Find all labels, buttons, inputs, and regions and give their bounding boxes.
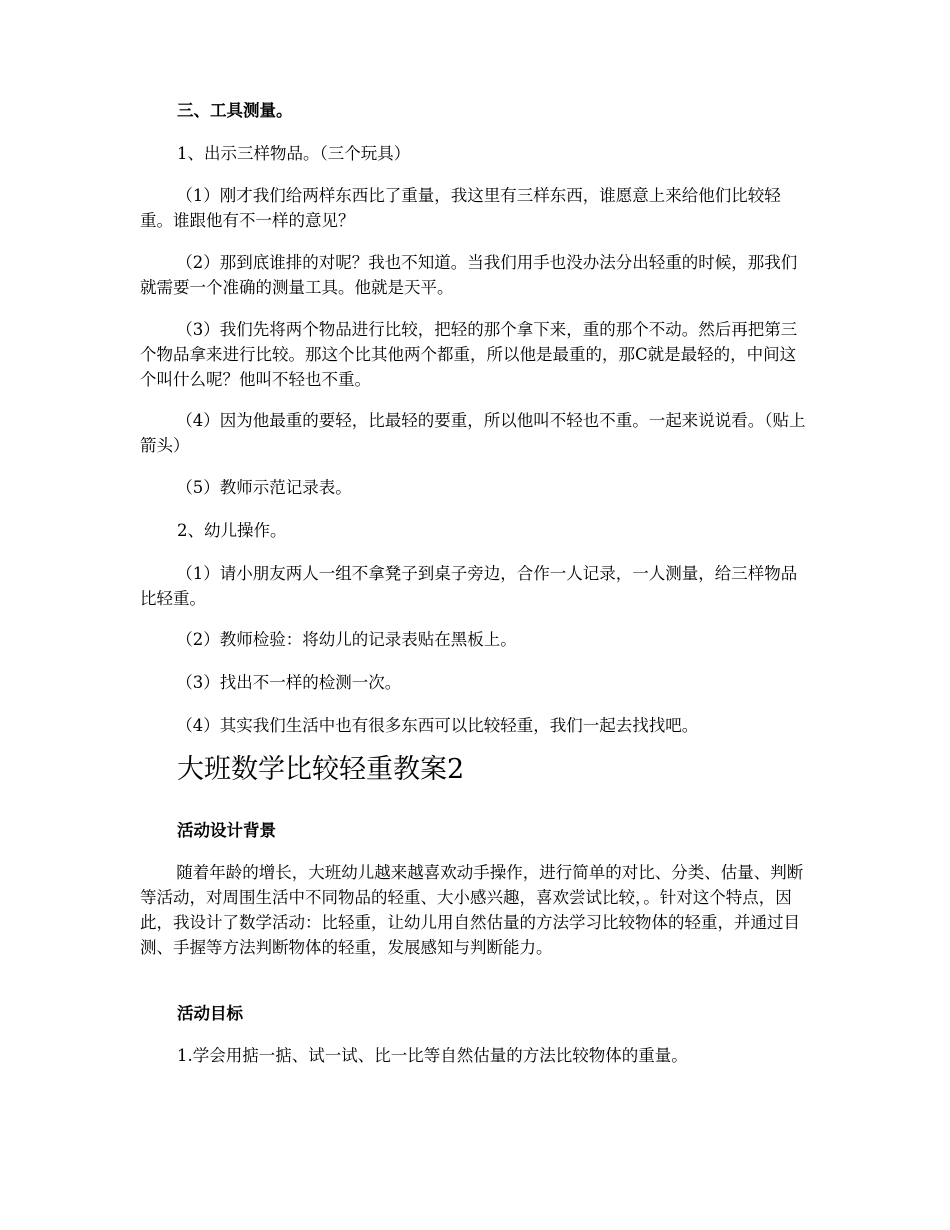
goals-heading: 活动目标 (177, 1004, 243, 1023)
step1-item-1: （1）刚才我们给两样东西比了重量，我这里有三样东西，谁愿意上来给他们比较轻重。谁跟他有不一样的意见？ (140, 186, 781, 230)
background-paragraph: 随着年龄的增长，大班幼儿越来越喜欢动手操作，进行简单的对比、分类、估量、判断等活动，对周围生活中不同物品的轻重、大小感兴趣，喜欢尝试比较，。针对这个特点，因此，我设计了数学活动：比轻重，让幼儿用自然估量的方法学习比较物体的轻重，并通过目测、手握等方法判断物体的轻重，发展感知与判断能力。 (140, 863, 804, 957)
step2-item-2: （2）教师检验：将幼儿的记录表贴在黑板上。 (176, 630, 517, 649)
goal-item-1: 1.学会用掂一掂、试一试、比一比等自然估量的方法比较物体的重量。 (177, 1046, 688, 1065)
step2-item-1: （1）请小朋友两人一组不拿凳子到桌子旁边，合作一人记录，一人测量，给三样物品比轻重。 (140, 564, 798, 608)
step2-item-3: （3）找出不一样的检测一次。 (176, 673, 402, 692)
step2-title: 2、幼儿操作。 (177, 521, 287, 540)
step1-item-5: （5）教师示范记录表。 (176, 478, 352, 497)
background-heading: 活动设计背景 (177, 821, 276, 840)
section-heading-tool-measurement: 三、工具测量。 (177, 101, 293, 120)
step1-item-2: （2）那到底谁排的对呢？我也不知道。当我们用手也没办法分出轻重的时候，那我们就需要一个准确的测量工具。他就是天平。 (140, 253, 798, 297)
step1-title: 1、出示三样物品。（三个玩具） (177, 144, 411, 163)
step1-item-4: （4）因为他最重的要轻，比最轻的要重，所以他叫不轻也不重。一起来说说看。（贴上箭头） (140, 411, 806, 455)
step2-item-4: （4）其实我们生活中也有很多东西可以比较轻重，我们一起去找找吧。 (176, 716, 699, 735)
plan2-title: 大班数学比较轻重教案2 (177, 754, 465, 785)
step1-item-3: （3）我们先将两个物品进行比较，把轻的那个拿下来，重的那个不动。然后再把第三个物品拿来进行比较。那这个比其他两个都重，所以他是最重的，那C就是最轻的，中间这个叫什么呢？他叫不轻也不重。 (140, 320, 798, 389)
